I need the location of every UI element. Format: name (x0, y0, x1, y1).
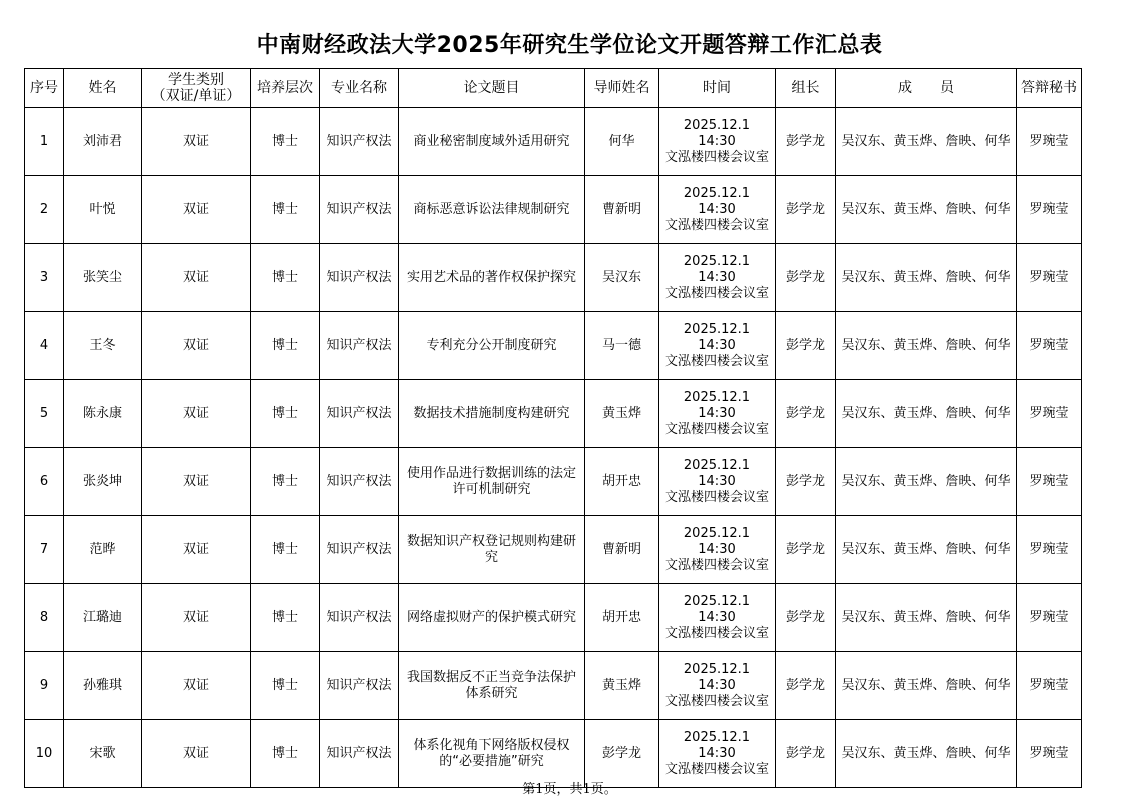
time-date: 2025.12.1 (683, 729, 751, 745)
cell-secretary: 罗琬莹 (1017, 652, 1082, 720)
cell-thesis: 我国数据反不正当竞争法保护体系研究 (399, 652, 585, 720)
cell-members: 吴汉东、黄玉烨、詹映、何华 (836, 448, 1017, 516)
cell-name: 叶悦 (64, 176, 142, 244)
time-room: 文泓楼四楼会议室 (664, 217, 769, 233)
cell-major: 知识产权法 (320, 584, 399, 652)
cell-advisor: 曹新明 (585, 176, 659, 244)
time-room: 文泓楼四楼会议室 (664, 353, 769, 369)
cell-level: 博士 (251, 720, 320, 788)
cell-members: 吴汉东、黄玉烨、詹映、何华 (836, 380, 1017, 448)
cell-thesis: 数据技术措施制度构建研究 (399, 380, 585, 448)
cell-leader: 彭学龙 (776, 312, 836, 380)
cell-advisor: 何华 (585, 108, 659, 176)
cell-time (659, 652, 776, 720)
header-category-line1: 学生类别 (168, 72, 224, 88)
cell-advisor: 胡开忠 (585, 584, 659, 652)
cell-name: 张笑尘 (64, 244, 142, 312)
cell-time (659, 516, 776, 584)
cell-major: 知识产权法 (320, 108, 399, 176)
cell-index: 5 (25, 380, 64, 448)
cell-level: 博士 (251, 312, 320, 380)
cell-secretary: 罗琬莹 (1017, 380, 1082, 448)
time-room: 文泓楼四楼会议室 (664, 285, 769, 301)
table-row (25, 244, 1082, 312)
time-clock: 14:30 (698, 133, 736, 149)
page-footer: 第1页，共1页。 (522, 782, 617, 797)
cell-name: 王冬 (64, 312, 142, 380)
cell-level: 博士 (251, 176, 320, 244)
time-room: 文泓楼四楼会议室 (664, 489, 769, 505)
cell-major: 知识产权法 (320, 516, 399, 584)
cell-leader: 彭学龙 (776, 720, 836, 788)
cell-secretary: 罗琬莹 (1017, 176, 1082, 244)
time-date: 2025.12.1 (683, 661, 751, 677)
time-clock: 14:30 (698, 405, 736, 421)
cell-category: 双证 (142, 448, 251, 516)
cell-time (659, 244, 776, 312)
cell-time (659, 312, 776, 380)
cell-category: 双证 (142, 720, 251, 788)
cell-time (659, 108, 776, 176)
cell-name: 孙雅琪 (64, 652, 142, 720)
time-date: 2025.12.1 (683, 389, 751, 405)
cell-advisor: 曹新明 (585, 516, 659, 584)
cell-name: 范晔 (64, 516, 142, 584)
table-row (25, 584, 1082, 652)
cell-level: 博士 (251, 380, 320, 448)
header-row (25, 69, 1082, 108)
cell-major: 知识产权法 (320, 448, 399, 516)
cell-thesis: 商业秘密制度域外适用研究 (399, 108, 585, 176)
cell-time (659, 448, 776, 516)
time-room: 文泓楼四楼会议室 (664, 421, 769, 437)
cell-leader: 彭学龙 (776, 108, 836, 176)
cell-advisor: 胡开忠 (585, 448, 659, 516)
cell-leader: 彭学龙 (776, 516, 836, 584)
header-category-line2: （双证/单证） (151, 88, 241, 104)
cell-thesis: 使用作品进行数据训练的法定许可机制研究 (399, 448, 585, 516)
table-row (25, 448, 1082, 516)
time-clock: 14:30 (698, 201, 736, 217)
cell-index: 1 (25, 108, 64, 176)
summary-table (24, 68, 1082, 788)
cell-secretary: 罗琬莹 (1017, 516, 1082, 584)
cell-leader: 彭学龙 (776, 380, 836, 448)
cell-time (659, 584, 776, 652)
header-name: 姓名 (64, 69, 142, 108)
cell-name: 江璐迪 (64, 584, 142, 652)
cell-name: 刘沛君 (64, 108, 142, 176)
cell-advisor: 黄玉烨 (585, 380, 659, 448)
header-major: 专业名称 (320, 69, 399, 108)
table-row (25, 176, 1082, 244)
cell-thesis: 体系化视角下网络版权侵权的“必要措施”研究 (399, 720, 585, 788)
cell-thesis: 实用艺术品的著作权保护探究 (399, 244, 585, 312)
header-index: 序号 (25, 69, 64, 108)
header-category (142, 69, 251, 108)
time-date: 2025.12.1 (683, 117, 751, 133)
cell-secretary: 罗琬莹 (1017, 244, 1082, 312)
cell-level: 博士 (251, 108, 320, 176)
header-advisor: 导师姓名 (585, 69, 659, 108)
cell-category: 双证 (142, 244, 251, 312)
cell-secretary: 罗琬莹 (1017, 584, 1082, 652)
time-clock: 14:30 (698, 473, 736, 489)
table-row (25, 108, 1082, 176)
header-leader: 组长 (776, 69, 836, 108)
time-date: 2025.12.1 (683, 321, 751, 337)
time-room: 文泓楼四楼会议室 (664, 761, 769, 777)
cell-index: 2 (25, 176, 64, 244)
cell-index: 6 (25, 448, 64, 516)
cell-members: 吴汉东、黄玉烨、詹映、何华 (836, 176, 1017, 244)
header-members: 成 员 (836, 69, 1017, 108)
cell-advisor: 黄玉烨 (585, 652, 659, 720)
cell-secretary: 罗琬莹 (1017, 448, 1082, 516)
header-time: 时间 (659, 69, 776, 108)
cell-leader: 彭学龙 (776, 584, 836, 652)
cell-members: 吴汉东、黄玉烨、詹映、何华 (836, 652, 1017, 720)
cell-advisor: 吴汉东 (585, 244, 659, 312)
cell-leader: 彭学龙 (776, 652, 836, 720)
time-room: 文泓楼四楼会议室 (664, 149, 769, 165)
cell-members: 吴汉东、黄玉烨、詹映、何华 (836, 108, 1017, 176)
cell-thesis: 专利充分公开制度研究 (399, 312, 585, 380)
cell-category: 双证 (142, 652, 251, 720)
cell-advisor: 彭学龙 (585, 720, 659, 788)
cell-level: 博士 (251, 244, 320, 312)
cell-major: 知识产权法 (320, 312, 399, 380)
cell-index: 3 (25, 244, 64, 312)
cell-members: 吴汉东、黄玉烨、詹映、何华 (836, 584, 1017, 652)
cell-leader: 彭学龙 (776, 244, 836, 312)
cell-time (659, 176, 776, 244)
table-row (25, 380, 1082, 448)
cell-major: 知识产权法 (320, 244, 399, 312)
cell-category: 双证 (142, 584, 251, 652)
table-row (25, 516, 1082, 584)
time-clock: 14:30 (698, 337, 736, 353)
time-date: 2025.12.1 (683, 457, 751, 473)
cell-index: 4 (25, 312, 64, 380)
time-room: 文泓楼四楼会议室 (664, 693, 769, 709)
cell-level: 博士 (251, 516, 320, 584)
cell-index: 10 (25, 720, 64, 788)
time-date: 2025.12.1 (683, 253, 751, 269)
cell-name: 陈永康 (64, 380, 142, 448)
cell-major: 知识产权法 (320, 380, 399, 448)
page-title: 中南财经政法大学2025年研究生学位论文开题答辩工作汇总表 (256, 33, 883, 58)
cell-members: 吴汉东、黄玉烨、詹映、何华 (836, 244, 1017, 312)
time-date: 2025.12.1 (683, 185, 751, 201)
cell-members: 吴汉东、黄玉烨、詹映、何华 (836, 720, 1017, 788)
header-level: 培养层次 (251, 69, 320, 108)
cell-leader: 彭学龙 (776, 176, 836, 244)
header-secretary: 答辩秘书 (1017, 69, 1082, 108)
header-thesis: 论文题目 (399, 69, 585, 108)
cell-category: 双证 (142, 312, 251, 380)
time-clock: 14:30 (698, 609, 736, 625)
cell-thesis: 网络虚拟财产的保护模式研究 (399, 584, 585, 652)
cell-major: 知识产权法 (320, 720, 399, 788)
time-clock: 14:30 (698, 745, 736, 761)
table-row (25, 652, 1082, 720)
cell-category: 双证 (142, 108, 251, 176)
cell-major: 知识产权法 (320, 652, 399, 720)
table-body (25, 108, 1082, 788)
time-room: 文泓楼四楼会议室 (664, 625, 769, 641)
cell-thesis: 数据知识产权登记规则构建研究 (399, 516, 585, 584)
cell-leader: 彭学龙 (776, 448, 836, 516)
cell-index: 8 (25, 584, 64, 652)
cell-thesis: 商标恶意诉讼法律规制研究 (399, 176, 585, 244)
cell-major: 知识产权法 (320, 176, 399, 244)
cell-category: 双证 (142, 176, 251, 244)
cell-advisor: 马一德 (585, 312, 659, 380)
cell-secretary: 罗琬莹 (1017, 720, 1082, 788)
time-clock: 14:30 (698, 677, 736, 693)
cell-level: 博士 (251, 584, 320, 652)
cell-index: 9 (25, 652, 64, 720)
cell-name: 宋歌 (64, 720, 142, 788)
cell-category: 双证 (142, 516, 251, 584)
table-row (25, 312, 1082, 380)
cell-secretary: 罗琬莹 (1017, 108, 1082, 176)
cell-name: 张炎坤 (64, 448, 142, 516)
time-clock: 14:30 (698, 269, 736, 285)
cell-level: 博士 (251, 448, 320, 516)
cell-category: 双证 (142, 380, 251, 448)
cell-time (659, 380, 776, 448)
time-date: 2025.12.1 (683, 593, 751, 609)
time-room: 文泓楼四楼会议室 (664, 557, 769, 573)
cell-members: 吴汉东、黄玉烨、詹映、何华 (836, 516, 1017, 584)
time-clock: 14:30 (698, 541, 736, 557)
time-date: 2025.12.1 (683, 525, 751, 541)
cell-members: 吴汉东、黄玉烨、詹映、何华 (836, 312, 1017, 380)
cell-index: 7 (25, 516, 64, 584)
cell-secretary: 罗琬莹 (1017, 312, 1082, 380)
cell-level: 博士 (251, 652, 320, 720)
